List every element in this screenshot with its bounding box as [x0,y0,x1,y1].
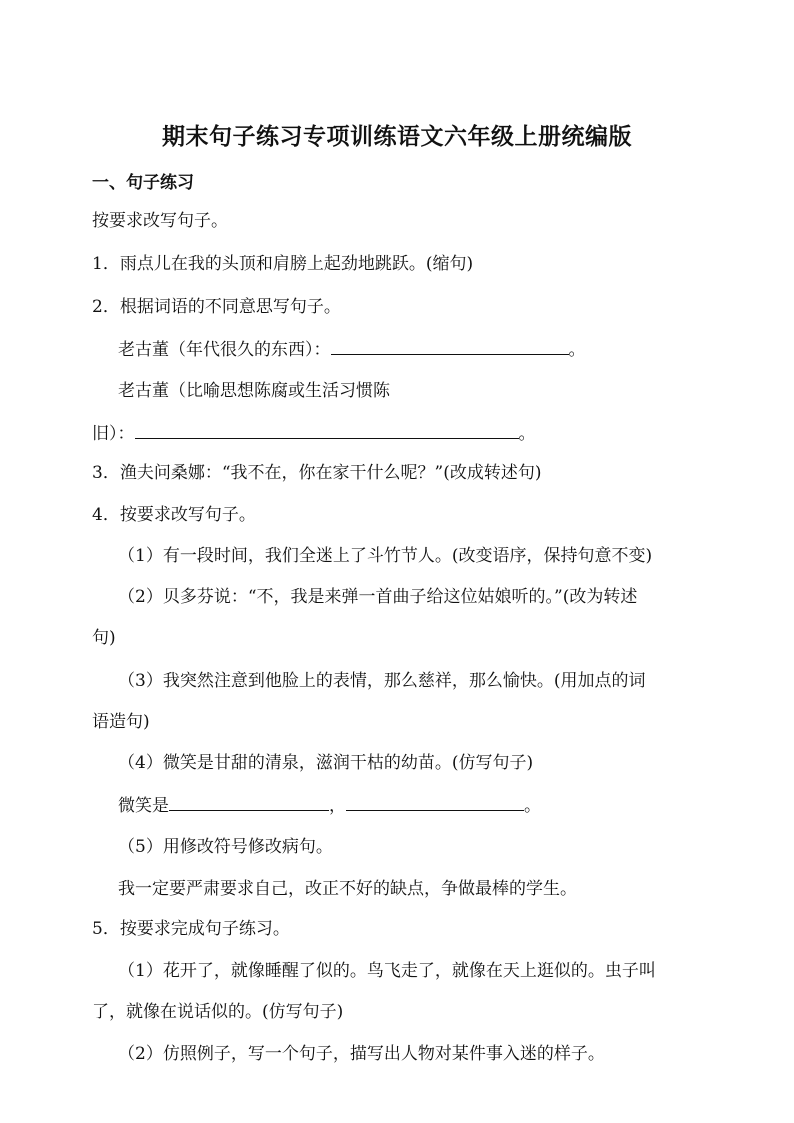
question-2-part-b-line2 [92,422,536,445]
question-4-part-2-line1: （2）贝多芬说：“不，我是来弹一首曲子给这位姑娘听的。”(改为转述 [118,587,638,607]
question-4-part-4: （4）微笑是甘甜的清泉，滋润干枯的幼苗。(仿写句子) [118,753,534,773]
question-4-part-3-line1: （3）我突然注意到他脸上的表情，那么慈祥，那么愉快。(用加点的词 [118,671,646,691]
question-4-stem: 4．按要求改写句子。 [92,505,256,525]
period: 。 [524,796,541,816]
question-2-part-a-label: 老古董（年代很久的东西）： [118,340,331,360]
section-heading: 一、句子练习 [92,173,194,193]
question-1: 1．雨点儿在我的头顶和肩膀上起劲地跳跃。(缩句) [92,254,474,274]
question-2-stem: 2．根据词语的不同意思写句子。 [92,297,341,317]
answer-blank[interactable] [346,794,524,811]
answer-prefix: 微笑是 [118,796,169,816]
question-5-part-2: （2）仿照例子，写一个句子，描写出人物对某件事入迷的样子。 [118,1044,605,1064]
period: 。 [518,424,536,444]
question-4-part-5: （5）用修改符号修改病句。 [118,837,333,857]
comma: ， [329,796,346,816]
question-4-part-3-line2: 语造句) [92,712,150,732]
question-3: 3．渔夫问桑娜：“我不在，你在家干什么呢？”(改成转述句) [92,463,542,483]
question-2-part-a [118,338,586,361]
page-title: 期末句子练习专项训练语文六年级上册统编版 [162,123,632,150]
question-4-part-2-line2: 句) [92,628,116,648]
question-5-part-1-line2: 了，就像在说话似的。(仿写句子) [92,1002,344,1022]
answer-blank[interactable] [169,794,329,811]
period: 。 [568,340,586,360]
question-2-part-b-label: 旧）： [92,424,135,444]
question-5-part-1-line1: （1）花开了，就像睡醒了似的。鸟飞走了，就像在天上逛似的。虫子叫 [118,961,656,981]
answer-blank[interactable] [331,338,569,355]
answer-blank[interactable] [135,422,519,439]
instruction-text: 按要求改写句子。 [92,211,228,231]
question-5-stem: 5．按要求完成句子练习。 [92,919,290,939]
question-4-part-4-answer [118,794,541,817]
question-4-part-5-sentence: 我一定要严肃要求自己，改正不好的缺点，争做最棒的学生。 [118,879,577,899]
question-2-part-b-line1: 老古董（比喻思想陈腐或生活习惯陈 [118,381,390,401]
question-4-part-1: （1）有一段时间，我们全迷上了斗竹节人。(改变语序，保持句意不变) [118,546,653,566]
